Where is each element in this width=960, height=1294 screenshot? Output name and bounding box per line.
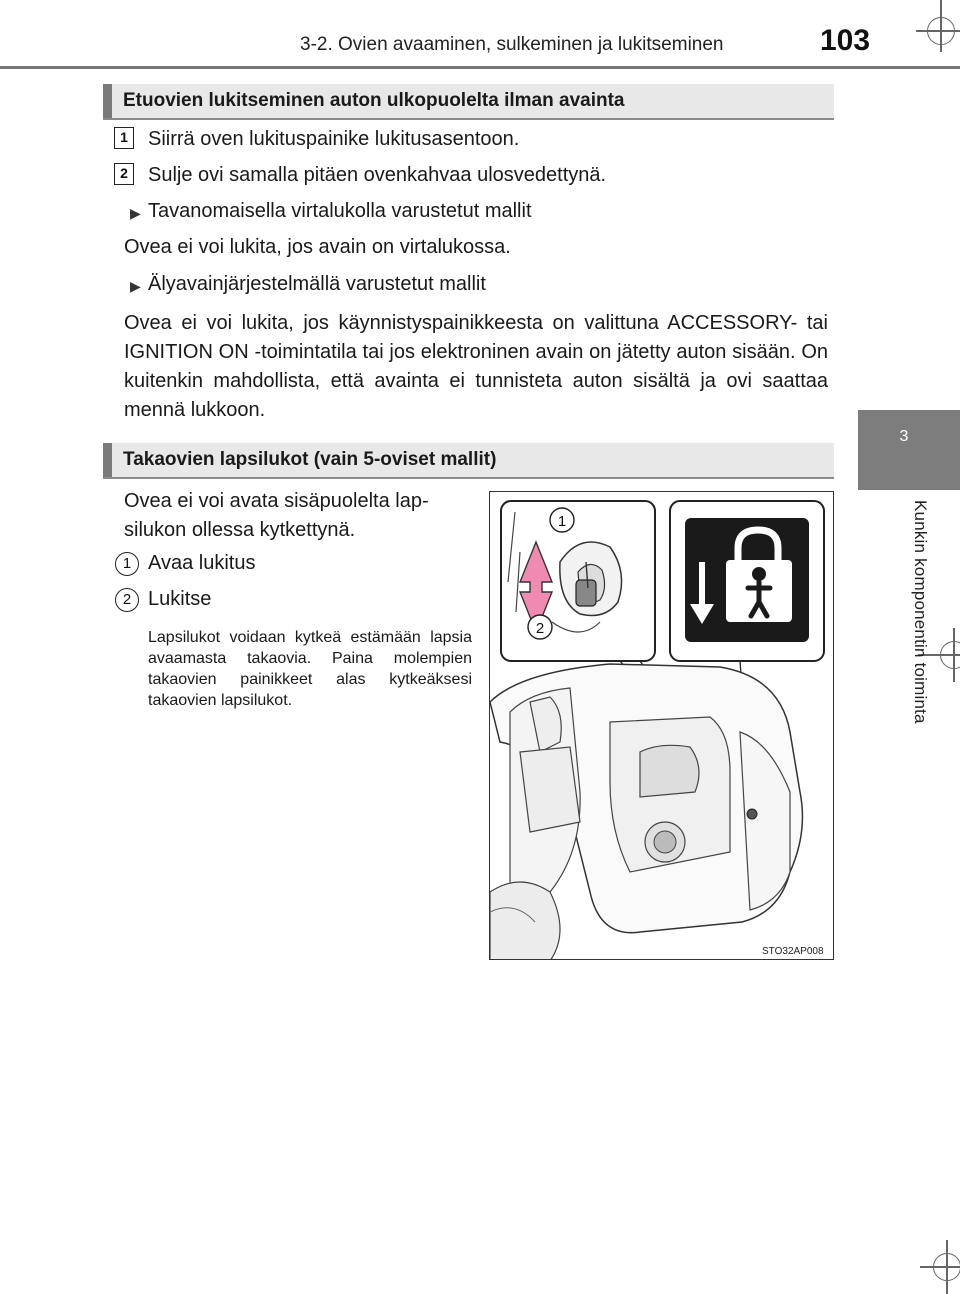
door-illustration-svg [490, 492, 834, 960]
bullet-triangle-icon: ▶ [130, 205, 141, 221]
bullet-heading: Älyavainjärjestelmällä varustetut mallit [148, 273, 486, 295]
child-lock-illustration [489, 491, 834, 960]
item-number-circle: 2 [115, 588, 139, 612]
figure-callout-1: 1 [557, 513, 567, 530]
chapter-side-label: Kunkin komponentin toiminta [911, 500, 930, 724]
bullet-heading: Tavanomaisella virtalukolla varustetut mallit [148, 200, 532, 222]
bullet-paragraph: Ovea ei voi lukita, jos avain on virtalukossa. [124, 236, 511, 258]
step-number-box: 2 [114, 163, 134, 185]
section-heading-bar [103, 84, 112, 118]
crop-mark-bottom-circle [933, 1253, 960, 1281]
bullet-paragraph: Ovea ei voi lukita, jos käynnistyspainikkeesta on valittuna ACCESSORY- tai IGNITION ON -toimintatila tai jos elektroninen avain on jätetty auton sisään. On kuitenkin mahdollista, että avainta ei tunnisteta auton sisältä ja ovi saattaa mennä lukkoon. [124, 312, 828, 421]
child-lock-note: Lapsilukot voidaan kytkeä estämään lapsia avaamasta takaovia. Paina molempien takaovien painikkeet alas kytkeäksesi takaovien lapsilukot. [148, 629, 472, 709]
section-heading-text: Takaovien lapsilukot (vain 5-oviset mallit) [123, 449, 497, 470]
section-heading-child-locks [103, 443, 834, 479]
section-heading-front-doors [103, 84, 834, 120]
figure-callout-2: 2 [535, 620, 545, 637]
chapter-title: 3-2. Ovien avaaminen, sulkeminen ja lukitseminen [300, 34, 724, 55]
section-heading-bar [103, 443, 112, 477]
step-text: Siirrä oven lukituspainike lukitusasentoon. [148, 128, 520, 150]
item-text: Lukitse [148, 588, 212, 610]
section-heading-text: Etuovien lukitseminen auton ulkopuolelta ilman avainta [123, 90, 625, 111]
item-text: Avaa lukitus [148, 552, 256, 574]
step-number-box: 1 [114, 127, 134, 149]
header-rule [0, 66, 960, 69]
figure-code: STO32AP008 [762, 946, 824, 957]
crop-mark-mid-circle [940, 641, 960, 669]
item-number-circle: 1 [115, 552, 139, 576]
bullet-triangle-icon: ▶ [130, 278, 141, 294]
page-number: 103 [820, 24, 871, 57]
chapter-tab-number: 3 [899, 428, 909, 445]
crop-mark-top-circle [927, 17, 955, 45]
child-lock-intro: Ovea ei voi avata sisäpuolelta lap-silukon ollessa kytkettynä. [124, 490, 429, 541]
step-text: Sulje ovi samalla pitäen ovenkahvaa ulosvedettynä. [148, 164, 607, 186]
chapter-tab [858, 410, 960, 490]
